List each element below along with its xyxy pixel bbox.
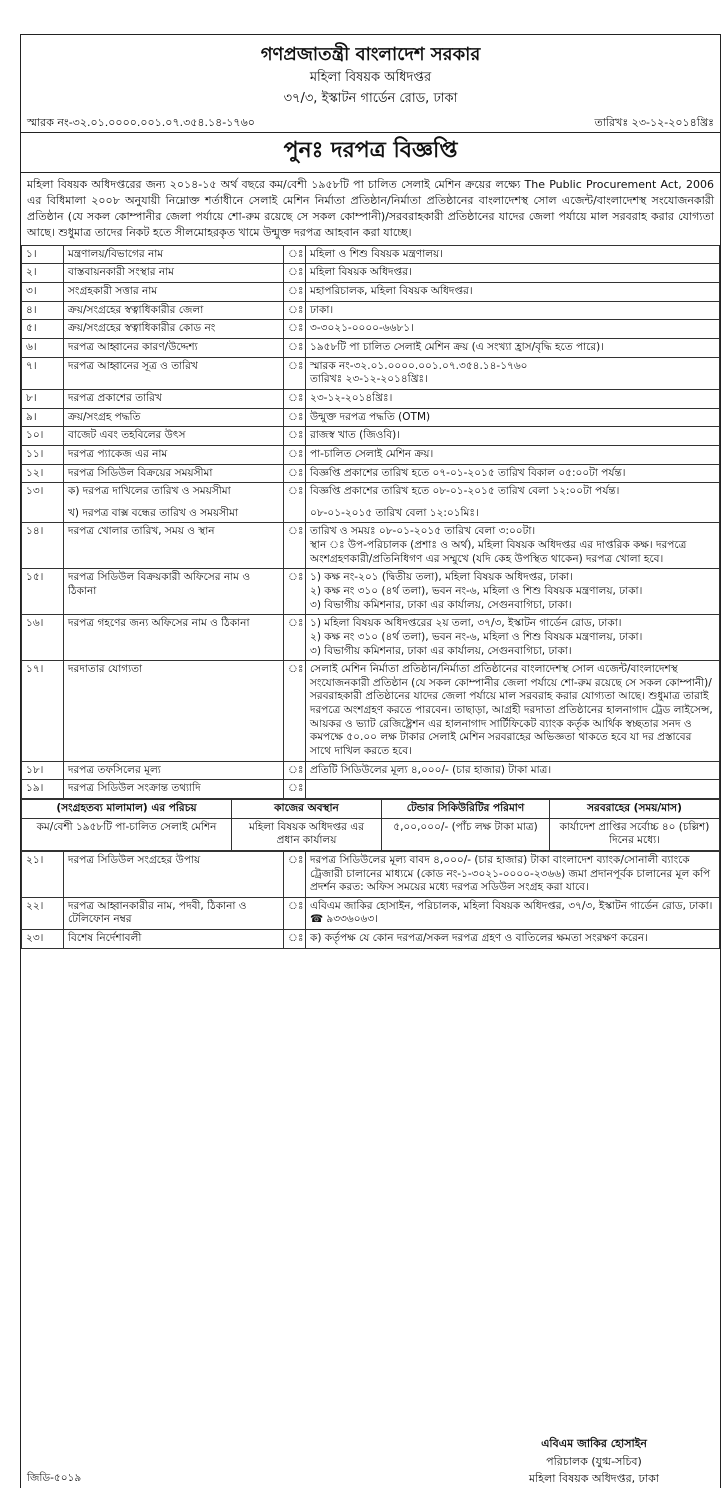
schedule-value-row bbox=[22, 818, 720, 850]
row-separator: ঃ bbox=[284, 897, 306, 929]
row-value bbox=[306, 851, 720, 897]
row-separator: ঃ bbox=[284, 483, 306, 523]
row-label-text: বাস্তবায়নকারী সংস্থার নাম bbox=[68, 266, 174, 279]
table-row bbox=[22, 427, 720, 446]
row-label bbox=[64, 357, 284, 389]
table-row bbox=[22, 897, 720, 929]
row-value bbox=[306, 408, 720, 427]
row-separator: ঃ bbox=[284, 339, 306, 358]
memo-number: স্মারক নং-৩২.০১.০০০০.০০১.০৭.৩৫৪.১৪-১৭৬০ bbox=[27, 116, 255, 130]
row-number: ২২। bbox=[22, 897, 64, 929]
row-separator: ঃ bbox=[284, 780, 306, 799]
row-value bbox=[306, 427, 720, 446]
table-row bbox=[22, 615, 720, 661]
row-value bbox=[306, 569, 720, 615]
row-label bbox=[64, 483, 284, 523]
table-row bbox=[22, 283, 720, 302]
row-value-text: বিজ্ঞপ্তি প্রকাশের তারিখ হতে ০৭-০১-২০১৫ তারিখ বিকাল ০৫:০০টা পর্যন্ত। bbox=[310, 466, 626, 479]
row-label-text: দরপত্র সিডিউল বিক্রয়ের সময়সীমা bbox=[68, 466, 213, 479]
table-row bbox=[22, 389, 720, 408]
row-label bbox=[64, 615, 284, 661]
row-label bbox=[64, 427, 284, 446]
department-name: মহিলা বিষয়ক অধিদপ্তর bbox=[309, 70, 432, 86]
row-separator: ঃ bbox=[284, 283, 306, 302]
tender-details-table-continued bbox=[21, 851, 720, 949]
row-value-text: ক) কর্তৃপক্ষ যে কোন দরপত্র/সকল দরপত্র গ্রহণ ও বাতিলের ক্ষমতা সংরক্ষণ করেন। bbox=[310, 932, 648, 945]
row-value bbox=[306, 897, 720, 929]
row-label-text: দরপত্র প্রকাশের তারিখ bbox=[68, 391, 162, 404]
row-value-text: সেলাই মেশিন নির্মাতা প্রতিষ্ঠান/নির্মাতা প্রতিষ্ঠানের বাংলাদেশস্থ সোল এজেন্ট/বাংলাদেশস্থ সংযোজনকারী প্রতিষ্ঠান (যে সকল কোম্পানীর জেলা পর্যায়ে শো-রুম রয়েছে সে সকল কোম্পানী)/সরবরাহকারী প্রতিষ্ঠানের যাদের জেলা পর্যায়ে মাল সরবরাহ করার যোগ্যতা আছে। শুধুমাত্র তারাই দরপত্রে অংশগ্রহণ করতে পারবেন। তাছাড়া, আগ্রহী দরদাতা প্রতিষ্ঠানের হালনাগাদ ট্রেড লাইসেন্স, আয়কর ও ভ্যাট রেজিষ্ট্রেশন এর হালনাগাদ সার্টিফিকেট ব্যাংক কর্তৃক আর্থিক স্বচ্ছতার সনদ ও কমপক্ষে ৫০.০০ লক্ষ টাকার সেলাই মেশিন সরবরাহের অভিজ্ঞতা থাকতে হবে যা দর প্রস্তাবের সাথে দাখিল করতে হবে। bbox=[310, 663, 713, 758]
row-value bbox=[306, 283, 720, 302]
table-row bbox=[22, 245, 720, 264]
row-separator: ঃ bbox=[284, 523, 306, 569]
row-value bbox=[306, 245, 720, 264]
row-label-text: দরপত্র প্যাকেজ এর নাম bbox=[68, 447, 168, 460]
row-label bbox=[64, 569, 284, 615]
row-number: ১৮। bbox=[22, 761, 64, 780]
table-row bbox=[22, 930, 720, 949]
row-label-text: ক্রয়/সংগ্রহের স্বত্বাধিকারীর জেলা bbox=[68, 303, 204, 316]
document-header bbox=[21, 43, 720, 108]
row-value-text-2: ২) কক্ষ নং ৩১০ (৪র্থ তলা), ভবন নং-৬, মহিলা ও শিশু বিষয়ক মন্ত্রণালয়, ঢাকা। bbox=[310, 584, 643, 597]
tender-notice-page bbox=[20, 34, 721, 1488]
row-label-text: মন্ত্রণালয়/বিভাগের নাম bbox=[68, 247, 164, 260]
row-number: ২৩। bbox=[22, 930, 64, 949]
row-label bbox=[64, 523, 284, 569]
row-label-text: দরপত্র গহণের জন্য অফিসের নাম ও ঠিকানা bbox=[68, 617, 250, 630]
schedule-header-row bbox=[22, 799, 720, 818]
row-number: ১৫। bbox=[22, 569, 64, 615]
row-label-text: দরদাতার যোগ্যতা bbox=[68, 663, 143, 676]
schedule-info-table bbox=[21, 799, 720, 851]
row-separator: ঃ bbox=[284, 357, 306, 389]
table-row bbox=[22, 445, 720, 464]
row-value bbox=[306, 264, 720, 283]
row-separator: ঃ bbox=[284, 427, 306, 446]
row-label-text: ক) দরপত্র দাখিলের তারিখ ও সময়সীমা bbox=[68, 485, 231, 498]
table-row bbox=[22, 569, 720, 615]
schedule-header-delivery: সরবরাহের (সময়/মাস) bbox=[550, 799, 720, 818]
row-value-text: মহিলা বিষয়ক অধিদপ্তর। bbox=[310, 266, 412, 279]
row-label bbox=[64, 464, 284, 483]
row-label bbox=[64, 851, 284, 897]
row-label bbox=[64, 301, 284, 320]
row-separator: ঃ bbox=[284, 661, 306, 761]
row-value bbox=[306, 615, 720, 661]
row-number: ২। bbox=[22, 264, 64, 283]
row-value bbox=[306, 483, 720, 523]
row-value bbox=[306, 445, 720, 464]
row-value-text-2: ০৮-০১-২০১৫ তারিখ বেলা ১২:০১মিঃ। bbox=[310, 506, 479, 519]
row-value bbox=[306, 661, 720, 761]
row-label-text-2: খ) দরপত্র বাক্স বন্ধের তারিখ ও সময়সীমা bbox=[68, 506, 239, 519]
row-value-text: ১) কক্ষ নং-২০১ (দ্বিতীয় তলা), মহিলা বিষয়ক অধিদপ্তর, ঢাকা। bbox=[310, 571, 573, 584]
department-address: ৩৭/৩, ইস্কাটন গার্ডেন রোড, ঢাকা bbox=[283, 91, 458, 107]
signatory-title: পরিচালক (যুগ্ম-সচিব) bbox=[546, 1454, 642, 1468]
row-value bbox=[306, 930, 720, 949]
row-number: ২১। bbox=[22, 851, 64, 897]
row-value bbox=[306, 357, 720, 389]
tender-details-table bbox=[21, 245, 720, 799]
table-row bbox=[22, 523, 720, 569]
row-label bbox=[64, 389, 284, 408]
row-label bbox=[64, 283, 284, 302]
row-number: ১৬। bbox=[22, 615, 64, 661]
row-separator: ঃ bbox=[284, 408, 306, 427]
row-label-text: বিশেষ নির্দেশাবলী bbox=[68, 932, 142, 945]
row-separator: ঃ bbox=[284, 930, 306, 949]
row-number: ১৪। bbox=[22, 523, 64, 569]
signature-block bbox=[484, 1435, 704, 1488]
row-separator: ঃ bbox=[284, 264, 306, 283]
row-label-text: দরপত্র সিডিউল সংগ্রহের উপায় bbox=[68, 853, 201, 866]
table-row bbox=[22, 483, 720, 523]
row-separator: ঃ bbox=[284, 615, 306, 661]
row-separator: ঃ bbox=[284, 464, 306, 483]
schedule-security: ৫,০০,০০০/- (পাঁচ লক্ষ টাকা মাত্র) bbox=[382, 818, 550, 850]
row-label bbox=[64, 761, 284, 780]
row-value bbox=[306, 523, 720, 569]
row-value-text-2: তারিখঃ ২৩-১২-২০১৪খ্রিঃ। bbox=[310, 373, 428, 386]
row-value-text: রাজস্ব খাত (জিওবি)। bbox=[310, 429, 401, 442]
schedule-delivery: কার্যাদেশ প্রাপ্তির সর্বোচ্চ ৪০ (চল্লিশ) দিনের মধ্যে। bbox=[550, 818, 720, 850]
signatory-office: মহিলা বিষয়ক অধিদপ্তর, ঢাকা bbox=[529, 1472, 659, 1486]
table-row bbox=[22, 851, 720, 897]
row-separator: ঃ bbox=[284, 761, 306, 780]
schedule-header-item: (সংগ্রহতব্য মালামাল) এর পরিচয় bbox=[22, 799, 232, 818]
row-value-text: ২৩-১২-২০১৪খ্রিঃ। bbox=[310, 391, 393, 404]
row-value-text-2: ২) কক্ষ নং ৩১০ (৪র্থ তলা), ভবন নং-৬, মহিলা ও শিশু বিষয়ক মন্ত্রণালয়, ঢাকা। bbox=[310, 630, 643, 643]
row-label-text: দরপত্র আহ্বানকারীর নাম, পদবী, ঠিকানা ও টেলিফোন নম্বর bbox=[68, 899, 247, 926]
row-number: ১১। bbox=[22, 445, 64, 464]
row-label bbox=[64, 339, 284, 358]
row-value-text: ৩-৩০২১-০০০০-৬৬৮১। bbox=[310, 322, 414, 335]
row-label-text: দরপত্র আহ্বানের সূত্র ও তারিখ bbox=[68, 359, 198, 372]
row-number: ১৭। bbox=[22, 661, 64, 761]
row-number: ১৯। bbox=[22, 780, 64, 799]
row-value-text: মহাপরিচালক, মহিলা বিষয়ক অধিদপ্তর। bbox=[310, 285, 473, 298]
row-number: ৯। bbox=[22, 408, 64, 427]
row-separator: ঃ bbox=[284, 245, 306, 264]
row-label bbox=[64, 445, 284, 464]
schedule-header-location: কাজের অবস্থান bbox=[232, 799, 382, 818]
row-label bbox=[64, 661, 284, 761]
row-value bbox=[306, 389, 720, 408]
table-row bbox=[22, 339, 720, 358]
row-separator: ঃ bbox=[284, 851, 306, 897]
row-label bbox=[64, 320, 284, 339]
table-row bbox=[22, 264, 720, 283]
table-row bbox=[22, 301, 720, 320]
row-separator: ঃ bbox=[284, 389, 306, 408]
row-separator: ঃ bbox=[284, 445, 306, 464]
row-label-text: বাজেট এবং তহবিলের উৎস bbox=[68, 429, 186, 442]
row-number: ১৩। bbox=[22, 483, 64, 523]
row-value-text: স্মারক নং-৩২.০১.০০০০.০০১.০৭.৩৫৪.১৪-১৭৬০ bbox=[310, 359, 528, 372]
row-separator: ঃ bbox=[284, 301, 306, 320]
row-value-text: এবিএম জাকির হোসাইন, পরিচালক, মহিলা বিষয়ক অধিদপ্তর, ৩৭/৩, ইস্কাটন গার্ডেন রোড, ঢাকা। ☎ ৯৩৩৬০৬৩। bbox=[310, 899, 713, 926]
row-value-text-2: স্থান ঃ উপ-পরিচালক (প্রশাঃ ও অর্থ), মহিলা বিষয়ক অধিদপ্তর এর দাপ্তরিক কক্ষ। দরপত্রে অংশগ্রহণকারী/প্রতিনিধিগণ এর সম্মুখে (যদি কেহ উপস্থিত থাকেন) দরপত্র খোলা হবে। bbox=[310, 539, 687, 565]
row-number: ১০। bbox=[22, 427, 64, 446]
row-value-text: মহিলা ও শিশু বিষয়ক মন্ত্রণালয়। bbox=[310, 247, 444, 260]
row-number: ৩। bbox=[22, 283, 64, 302]
row-value-text: তারিখ ও সময়ঃ ০৮-০১-২০১৫ তারিখ বেলা ৩:০০টা। bbox=[310, 525, 536, 538]
table-row bbox=[22, 464, 720, 483]
row-label bbox=[64, 780, 284, 799]
row-number: ৫। bbox=[22, 320, 64, 339]
row-separator: ঃ bbox=[284, 320, 306, 339]
row-value bbox=[306, 339, 720, 358]
memo-date: তারিখঃ ২৩-১২-২০১৪খ্রিঃ bbox=[594, 116, 714, 130]
row-separator: ঃ bbox=[284, 569, 306, 615]
row-label bbox=[64, 408, 284, 427]
row-label-text: দরপত্র সিডিউল সংক্রান্ত তথ্যাদি bbox=[68, 782, 201, 795]
government-title: গণপ্রজাতন্ত্রী বাংলাদেশ সরকার bbox=[260, 44, 481, 65]
table-row bbox=[22, 661, 720, 761]
row-label-text: দরপত্র সিডিউল বিক্রয়কারী অফিসের নাম ও ঠিকানা bbox=[68, 571, 251, 597]
row-value-text: দরপত্র সিডিউলের মূল্য বাবদ ৪,০০০/- (চার হাজার) টাকা বাংলাদেশ ব্যাংক/সোনালী ব্যাংকে ট্রেজারী চালানের মাধ্যমে (কোড নং-১-৩০২১-০০০০-২৩৬৬) জমা প্রদানপূর্বক চালানের মূল কপি প্রদর্শন করত: অফিস সময়ের মধ্যে দরপত্র সডিউল সংগ্রহ করা যাবে। bbox=[310, 853, 711, 894]
row-value-text: ঢাকা। bbox=[310, 303, 334, 316]
row-value-text-3: ৩) বিভাগীয় কমিশনার, ঢাকা এর কার্যালয়, সেগুনবাগিচা, ঢাকা। bbox=[310, 644, 572, 657]
row-number: ১২। bbox=[22, 464, 64, 483]
table-row bbox=[22, 408, 720, 427]
row-label bbox=[64, 930, 284, 949]
row-value-text: প্রতিটি সিডিউলের মূল্য ৪,০০০/- (চার হাজার) টাকা মাত্র। bbox=[310, 763, 552, 776]
row-label-text: দরপত্র তফসিলের মূল্য bbox=[68, 763, 161, 776]
signatory-name: এবিএম জাকির হোসাইন bbox=[541, 1437, 647, 1451]
row-number: ৮। bbox=[22, 389, 64, 408]
row-label-text: দরপত্র খোলার তারিখ, সময় ও স্থান bbox=[68, 525, 215, 538]
table-row bbox=[22, 780, 720, 799]
row-value bbox=[306, 301, 720, 320]
row-label bbox=[64, 897, 284, 929]
row-value-text-3: ৩) বিভাগীয় কমিশনার, ঢাকা এর কার্যালয়, সেগুনবাগিচা, ঢাকা। bbox=[310, 598, 572, 611]
row-label-text: ক্রয়/সংগ্রহের স্বত্বাধিকারীর কোড নং bbox=[68, 322, 216, 335]
row-value-text: ১৯৫৮টি পা চালিত সেলাই মেশিন ক্রয় (এ সংখ্যা হ্রাস/বৃদ্ধি হতে পারে)। bbox=[310, 341, 604, 354]
row-value-text: ১) মহিলা বিষয়ক অধিদপ্তরের ২য় তলা, ৩৭/৩, ইস্কাটন গার্ডেন রোড, ঢাকা। bbox=[310, 617, 622, 630]
row-label-text: ক্রয়/সংগ্রহ পদ্ধতি bbox=[68, 410, 141, 423]
schedule-header-security: টেন্ডার সিকিউরিটির পরিমাণ bbox=[382, 799, 550, 818]
row-value bbox=[306, 761, 720, 780]
row-value bbox=[306, 464, 720, 483]
row-label-text: সংগ্রহকারী সত্তার নাম bbox=[68, 285, 158, 298]
row-label-text: দরপত্র আহ্বানের কারণ/উদ্দেশ্য bbox=[68, 341, 198, 354]
row-number: ১। bbox=[22, 245, 64, 264]
schedule-location: মহিলা বিষয়ক অধিদপ্তর এর প্রধান কার্যালয় bbox=[232, 818, 382, 850]
row-label bbox=[64, 264, 284, 283]
table-row bbox=[22, 761, 720, 780]
row-value-text: পা-চালিত সেলাই মেশিন ক্রয়। bbox=[310, 447, 434, 460]
table-row bbox=[22, 320, 720, 339]
reference-line bbox=[21, 108, 720, 132]
row-value bbox=[306, 320, 720, 339]
notice-title: পুনঃ দরপত্র বিজ্ঞপ্তি bbox=[283, 138, 458, 164]
table-row bbox=[22, 357, 720, 389]
intro-paragraph: মহিলা বিষয়ক অধিদপ্তরের জন্য ২০১৪-১৫ অর্থ বছরে কম/বেশী ১৯৫৮টি পা চালিত সেলাই মেশিন ক্রয়ের লক্ষ্যে The Public Procurement Act, 2006 এর বিধিমালা ২০০৮ অনুযায়ী নিম্নোক্ত শর্তাধীনে সেলাই মেশিন নির্মাতা প্রতিষ্ঠান/নির্মাতা প্রতিষ্ঠানের বাংলাদেশস্থ সোল এজেন্ট/বাংলাদেশস্থ সংযোজনকারী প্রতিষ্ঠান (যে সকল কোম্পানীর জেলা পর্যায়ে শো-রুম রয়েছে সে সকল কোম্পানী)/সরবরাহকারী প্রতিষ্ঠানের যাদের জেলা পর্যায়ে মাল সরবরাহ করার যোগ্যতা আছে। শুধুমাত্র তাদের নিকট হতে সীলমোহরকৃত খামে উন্মুক্ত দরপত্র আহবান করা যাচ্ছে। bbox=[27, 178, 714, 239]
schedule-item: কম/বেশী ১৯৫৮টি পা-চালিত সেলাই মেশিন bbox=[22, 818, 232, 850]
row-number: ৪। bbox=[22, 301, 64, 320]
gd-number: জিডি-৫০১৯ bbox=[27, 1472, 82, 1485]
row-number: ৬। bbox=[22, 339, 64, 358]
row-label bbox=[64, 245, 284, 264]
row-value bbox=[306, 780, 720, 799]
row-value-text: বিজ্ঞপ্তি প্রকাশের তারিখ হতে ০৮-০১-২০১৫ তারিখ বেলা ১২:০০টা পর্যন্ত। bbox=[310, 485, 620, 498]
row-value-text: উন্মুক্ত দরপত্র পদ্ধতি (OTM) bbox=[310, 410, 431, 423]
row-number: ৭। bbox=[22, 357, 64, 389]
